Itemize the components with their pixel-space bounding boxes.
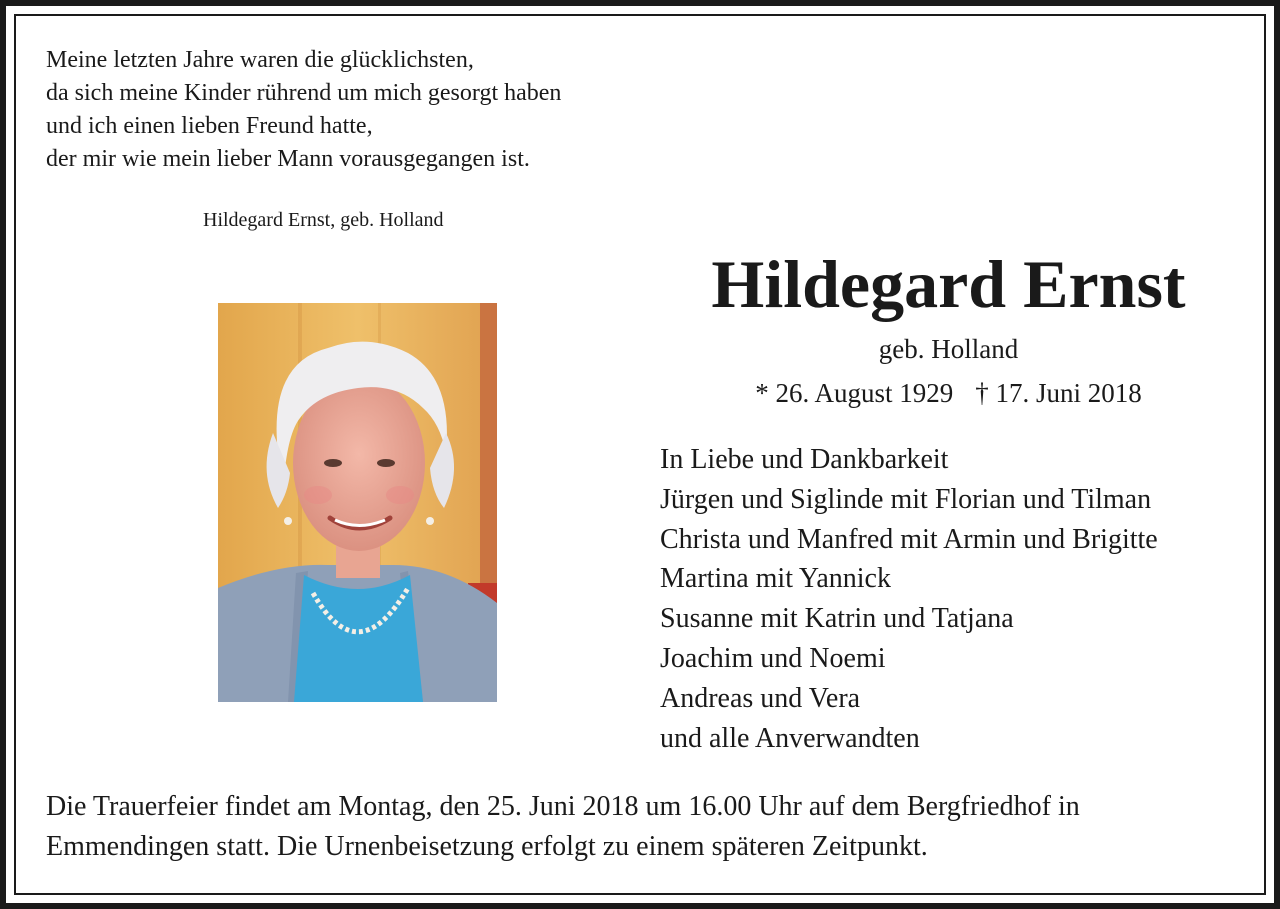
mourner-line: Susanne mit Katrin und Tatjana xyxy=(660,603,1014,635)
mourner-line: und alle Anverwandten xyxy=(660,722,920,754)
service-line: Die Trauerfeier findet am Montag, den 25. Juni 2018 um 16.00 Uhr auf dem Bergfriedhof in xyxy=(46,791,1080,822)
portrait-photo xyxy=(218,303,497,702)
mourner-line: Martina mit Yannick xyxy=(660,563,891,595)
motto-author: Hildegard Ernst, geb. Holland xyxy=(203,209,444,231)
mourner-line: Christa und Manfred mit Armin und Brigitte xyxy=(660,523,1158,555)
mourner-line: Joachim und Noemi xyxy=(660,642,886,674)
mourner-line: Jürgen und Siglinde mit Florian und Tilman xyxy=(660,483,1152,515)
maiden-name: geb. Holland xyxy=(878,334,1019,364)
funeral-service-notice xyxy=(46,787,1080,867)
motto-quote xyxy=(46,44,561,176)
death-date: † 17. Juni 2018 xyxy=(975,378,1142,408)
motto-line: da sich meine Kinder rührend um mich gesorgt haben xyxy=(46,80,562,106)
motto-line: der mir wie mein lieber Mann vorausgegangen ist. xyxy=(46,146,530,172)
birth-date: * 26. August 1929 xyxy=(755,378,954,408)
deceased-name: Hildegard Ernst xyxy=(711,246,1186,322)
mourner-line: Andreas und Vera xyxy=(660,682,861,714)
mourner-line: In Liebe und Dankbarkeit xyxy=(660,444,949,475)
motto-line: Meine letzten Jahre waren die glücklichsten, xyxy=(46,47,474,73)
life-dates xyxy=(676,375,1221,411)
portrait-illustration xyxy=(218,303,497,702)
mourners-list xyxy=(660,440,1158,758)
service-line: Emmendingen statt. Die Urnenbeisetzung erfolgt zu einem späteren Zeitpunkt. xyxy=(46,831,928,862)
motto-line: und ich einen lieben Freund hatte, xyxy=(46,113,373,139)
